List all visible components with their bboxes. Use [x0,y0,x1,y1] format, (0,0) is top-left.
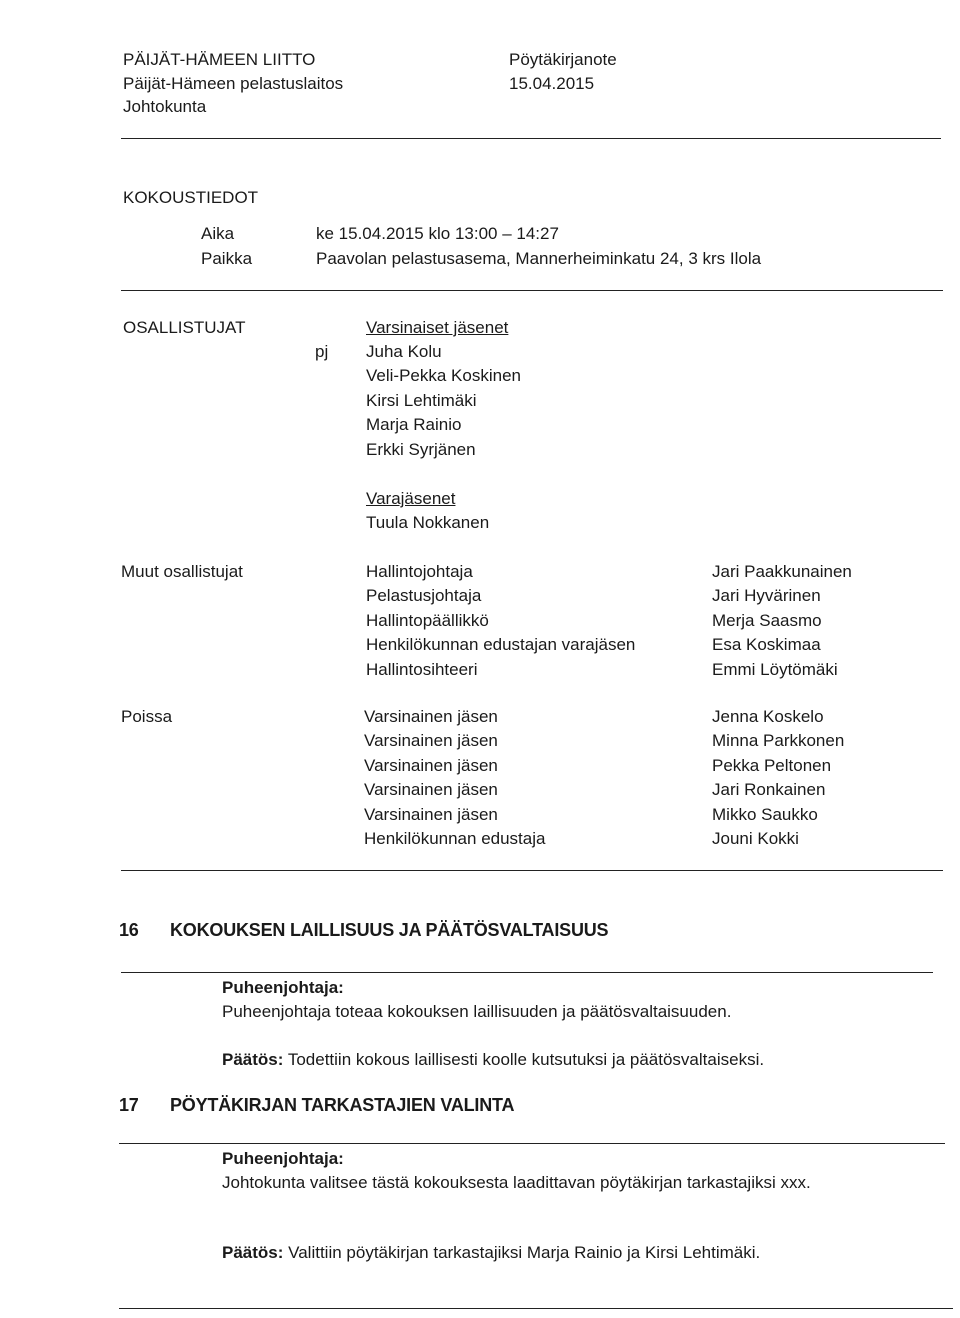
deputies-heading [366,487,455,511]
divider [119,1308,953,1309]
deputy-name: Tuula Nokkanen [366,513,490,532]
list-item: Varsinainen jäsen [364,707,498,726]
org-name: PÄIJÄT-HÄMEEN LIITTO [123,50,316,69]
section-17-chair-label: Puheenjohtaja: [222,1149,344,1168]
section-16-decision [222,1048,764,1072]
section-16-title: KOKOUKSEN LAILLISUUS JA PÄÄTÖSVALTAISUUS [170,920,609,940]
list-item: Hallintopäällikkö [366,610,489,630]
others-roles [366,560,635,682]
section-17-title: PÖYTÄKIRJAN TARKASTAJIEN VALINTA [170,1095,515,1115]
divider [119,1143,945,1144]
section-16-number: 16 [119,920,139,940]
time-label: Aika [201,224,235,243]
list-item: Jari Ronkainen [712,780,826,800]
time-value: ke 15.04.2015 klo 13:00 – 14:27 [316,224,559,243]
decision-label: Päätös: [222,1243,284,1262]
decision-text: Todettiin kokous laillisesti koolle kutsutuksi ja päätösvaltaiseksi. [283,1050,765,1069]
list-item: Varsinainen jäsen [364,731,498,751]
list-item: Minna Parkkonen [712,731,845,751]
chair-marker: pj [315,342,329,361]
meeting-info-title: KOKOUSTIEDOT [123,188,259,207]
list-item: Henkilökunnan edustajan varajäsen [366,635,636,655]
list-item: Marja Rainio [366,415,462,435]
divider [121,138,941,139]
list-item: Varsinainen jäsen [364,780,498,800]
org-body: Johtokunta [123,97,207,116]
list-item: Merja Saasmo [712,610,822,630]
doc-type: Pöytäkirjanote [509,50,617,69]
list-item: Jenna Koskelo [712,707,824,726]
section-17-chair-text: Johtokunta valitsee tästä kokouksesta laadittavan pöytäkirjan tarkastajiksi xxx. [222,1173,811,1192]
others-names [712,560,852,682]
members-list [366,340,521,462]
participants-title: OSALLISTUJAT [123,318,246,337]
absent-names [712,705,844,851]
deputies-heading-text: Varajäsenet [366,489,456,508]
org-block [123,48,343,119]
list-item: Varsinainen jäsen [364,804,498,824]
list-item: Kirsi Lehtimäki [366,390,477,410]
list-item: Hallintojohtaja [366,562,473,581]
others-title: Muut osallistujat [121,562,243,581]
list-item: Juha Kolu [366,342,442,361]
list-item: Jouni Kokki [712,829,799,849]
list-item: Pekka Peltonen [712,755,832,775]
section-17-decision [222,1241,760,1265]
divider [121,972,933,973]
list-item: Varsinainen jäsen [364,755,498,775]
list-item: Mikko Saukko [712,804,818,824]
doc-meta [509,48,617,95]
divider [121,870,943,871]
members-heading-text: Varsinaiset jäsenet [366,318,509,337]
section-16-chair-label: Puheenjohtaja: [222,978,344,997]
place-label: Paikka [201,249,253,268]
list-item: Jari Paakkunainen [712,562,852,581]
list-item: Esa Koskimaa [712,635,821,655]
list-item: Emmi Löytömäki [712,659,838,679]
list-item: Pelastusjohtaja [366,586,482,606]
section-17-number: 17 [119,1095,139,1115]
list-item: Jari Hyvärinen [712,586,821,606]
list-item: Veli-Pekka Koskinen [366,366,521,386]
absent-roles [364,705,545,851]
members-heading [366,316,508,340]
decision-text: Valittiin pöytäkirjan tarkastajiksi Marja Rainio ja Kirsi Lehtimäki. [283,1243,761,1262]
org-unit: Päijät-Hämeen pelastuslaitos [123,73,344,93]
divider [121,290,943,291]
absent-title: Poissa [121,707,173,726]
list-item: Erkki Syrjänen [366,439,476,459]
place-value: Paavolan pelastusasema, Mannerheiminkatu 24, 3 krs Ilola [316,249,762,268]
section-16-chair-text: Puheenjohtaja toteaa kokouksen laillisuuden ja päätösvaltaisuuden. [222,1002,732,1021]
list-item: Hallintosihteeri [366,659,478,679]
list-item: Henkilökunnan edustaja [364,829,546,849]
decision-label: Päätös: [222,1050,284,1069]
doc-date: 15.04.2015 [509,73,595,93]
